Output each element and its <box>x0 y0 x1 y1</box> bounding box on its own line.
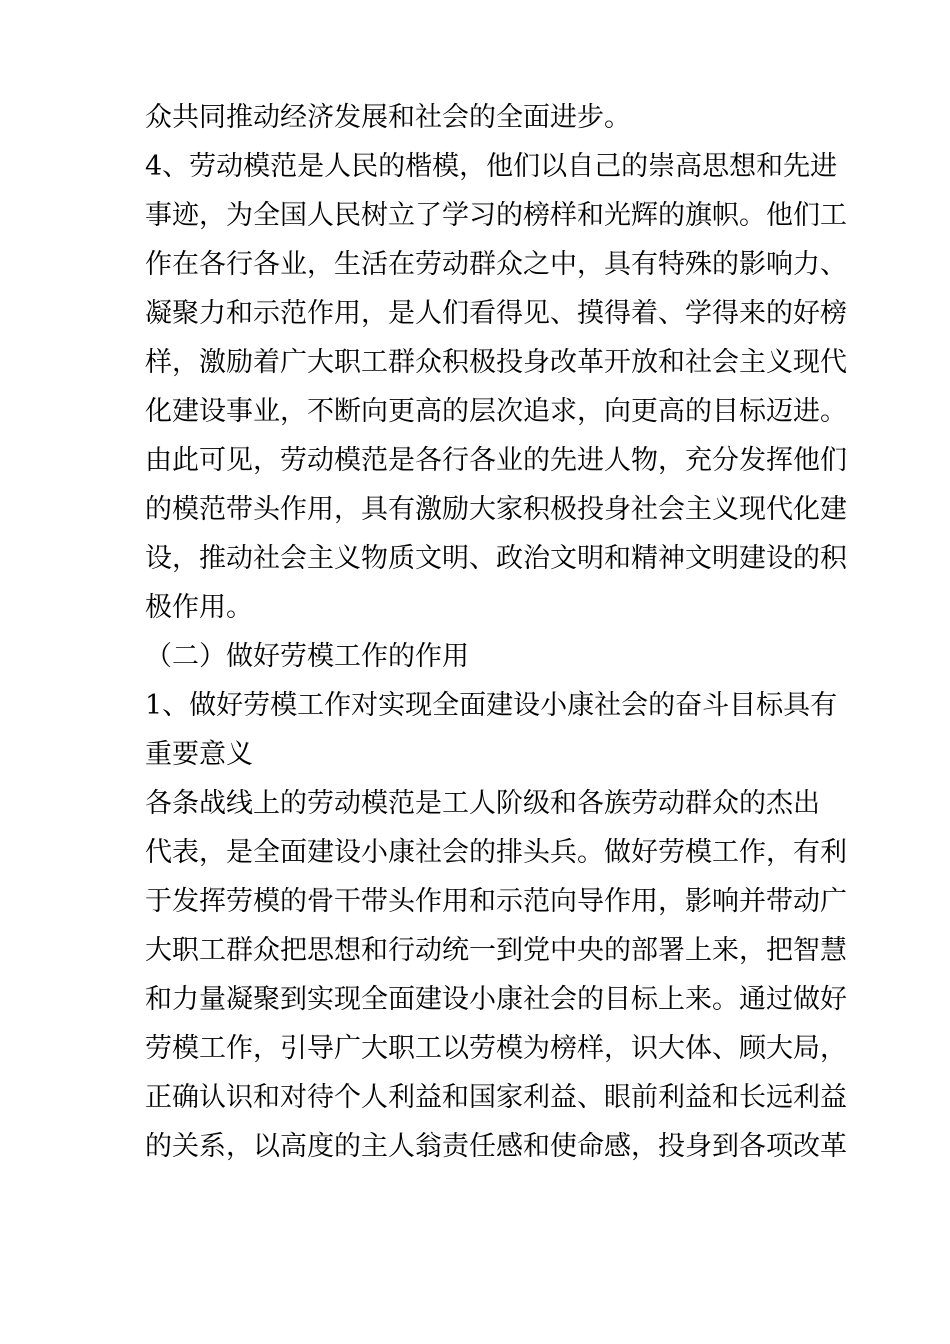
text-line-22: 的关系，以高度的主人翁责任感和使命感，投身到各项改革 <box>145 1131 847 1162</box>
text-line-10: 设，推动社会主义物质文明、政治文明和精神文明建设的积 <box>145 543 847 574</box>
text-line-1: 众共同推动经济发展和社会的全面进步。 <box>145 102 631 133</box>
text-line-4: 作在各行各业，生活在劳动群众之中，具有特殊的影响力、 <box>145 249 847 280</box>
text-line-9: 的模范带头作用，具有激励大家积极投身社会主义现代化建 <box>145 494 847 525</box>
text-line-3: 事迹，为全国人民树立了学习的榜样和光辉的旗帜。他们工 <box>145 200 847 231</box>
text-line-11: 极作用。 <box>145 592 253 623</box>
text-line-17: 于发挥劳模的骨干带头作用和示范向导作用，影响并带动广 <box>145 886 847 917</box>
text-line-21: 正确认识和对待个人利益和国家利益、眼前利益和长远利益 <box>145 1082 847 1113</box>
text-line-5: 凝聚力和示范作用，是人们看得见、摸得着、学得来的好榜 <box>145 298 847 329</box>
text-line-14: 重要意义 <box>145 739 253 770</box>
text-line-13: 1、做好劳模工作对实现全面建设小康社会的奋斗目标具有 <box>145 690 838 721</box>
text-line-6: 样，激励着广大职工群众积极投身改革开放和社会主义现代 <box>145 347 847 378</box>
text-line-19: 和力量凝聚到实现全面建设小康社会的目标上来。通过做好 <box>145 984 847 1015</box>
text-line-16: 代表，是全面建设小康社会的排头兵。做好劳模工作，有利 <box>145 837 847 868</box>
section-heading: （二）做好劳模工作的作用 <box>145 641 469 672</box>
text-line-15: 各条战线上的劳动模范是工人阶级和各族劳动群众的杰出 <box>145 788 820 819</box>
text-line-18: 大职工群众把思想和行动统一到党中央的部署上来，把智慧 <box>145 935 847 966</box>
text-line-7: 化建设事业，不断向更高的层次追求，向更高的目标迈进。 <box>145 396 847 427</box>
text-line-2: 4、劳动模范是人民的楷模，他们以自己的崇高思想和先进 <box>145 151 838 182</box>
text-line-8: 由此可见，劳动模范是各行各业的先进人物，充分发挥他们 <box>145 445 847 476</box>
text-line-20: 劳模工作，引导广大职工以劳模为榜样，识大体、顾大局， <box>145 1033 847 1064</box>
